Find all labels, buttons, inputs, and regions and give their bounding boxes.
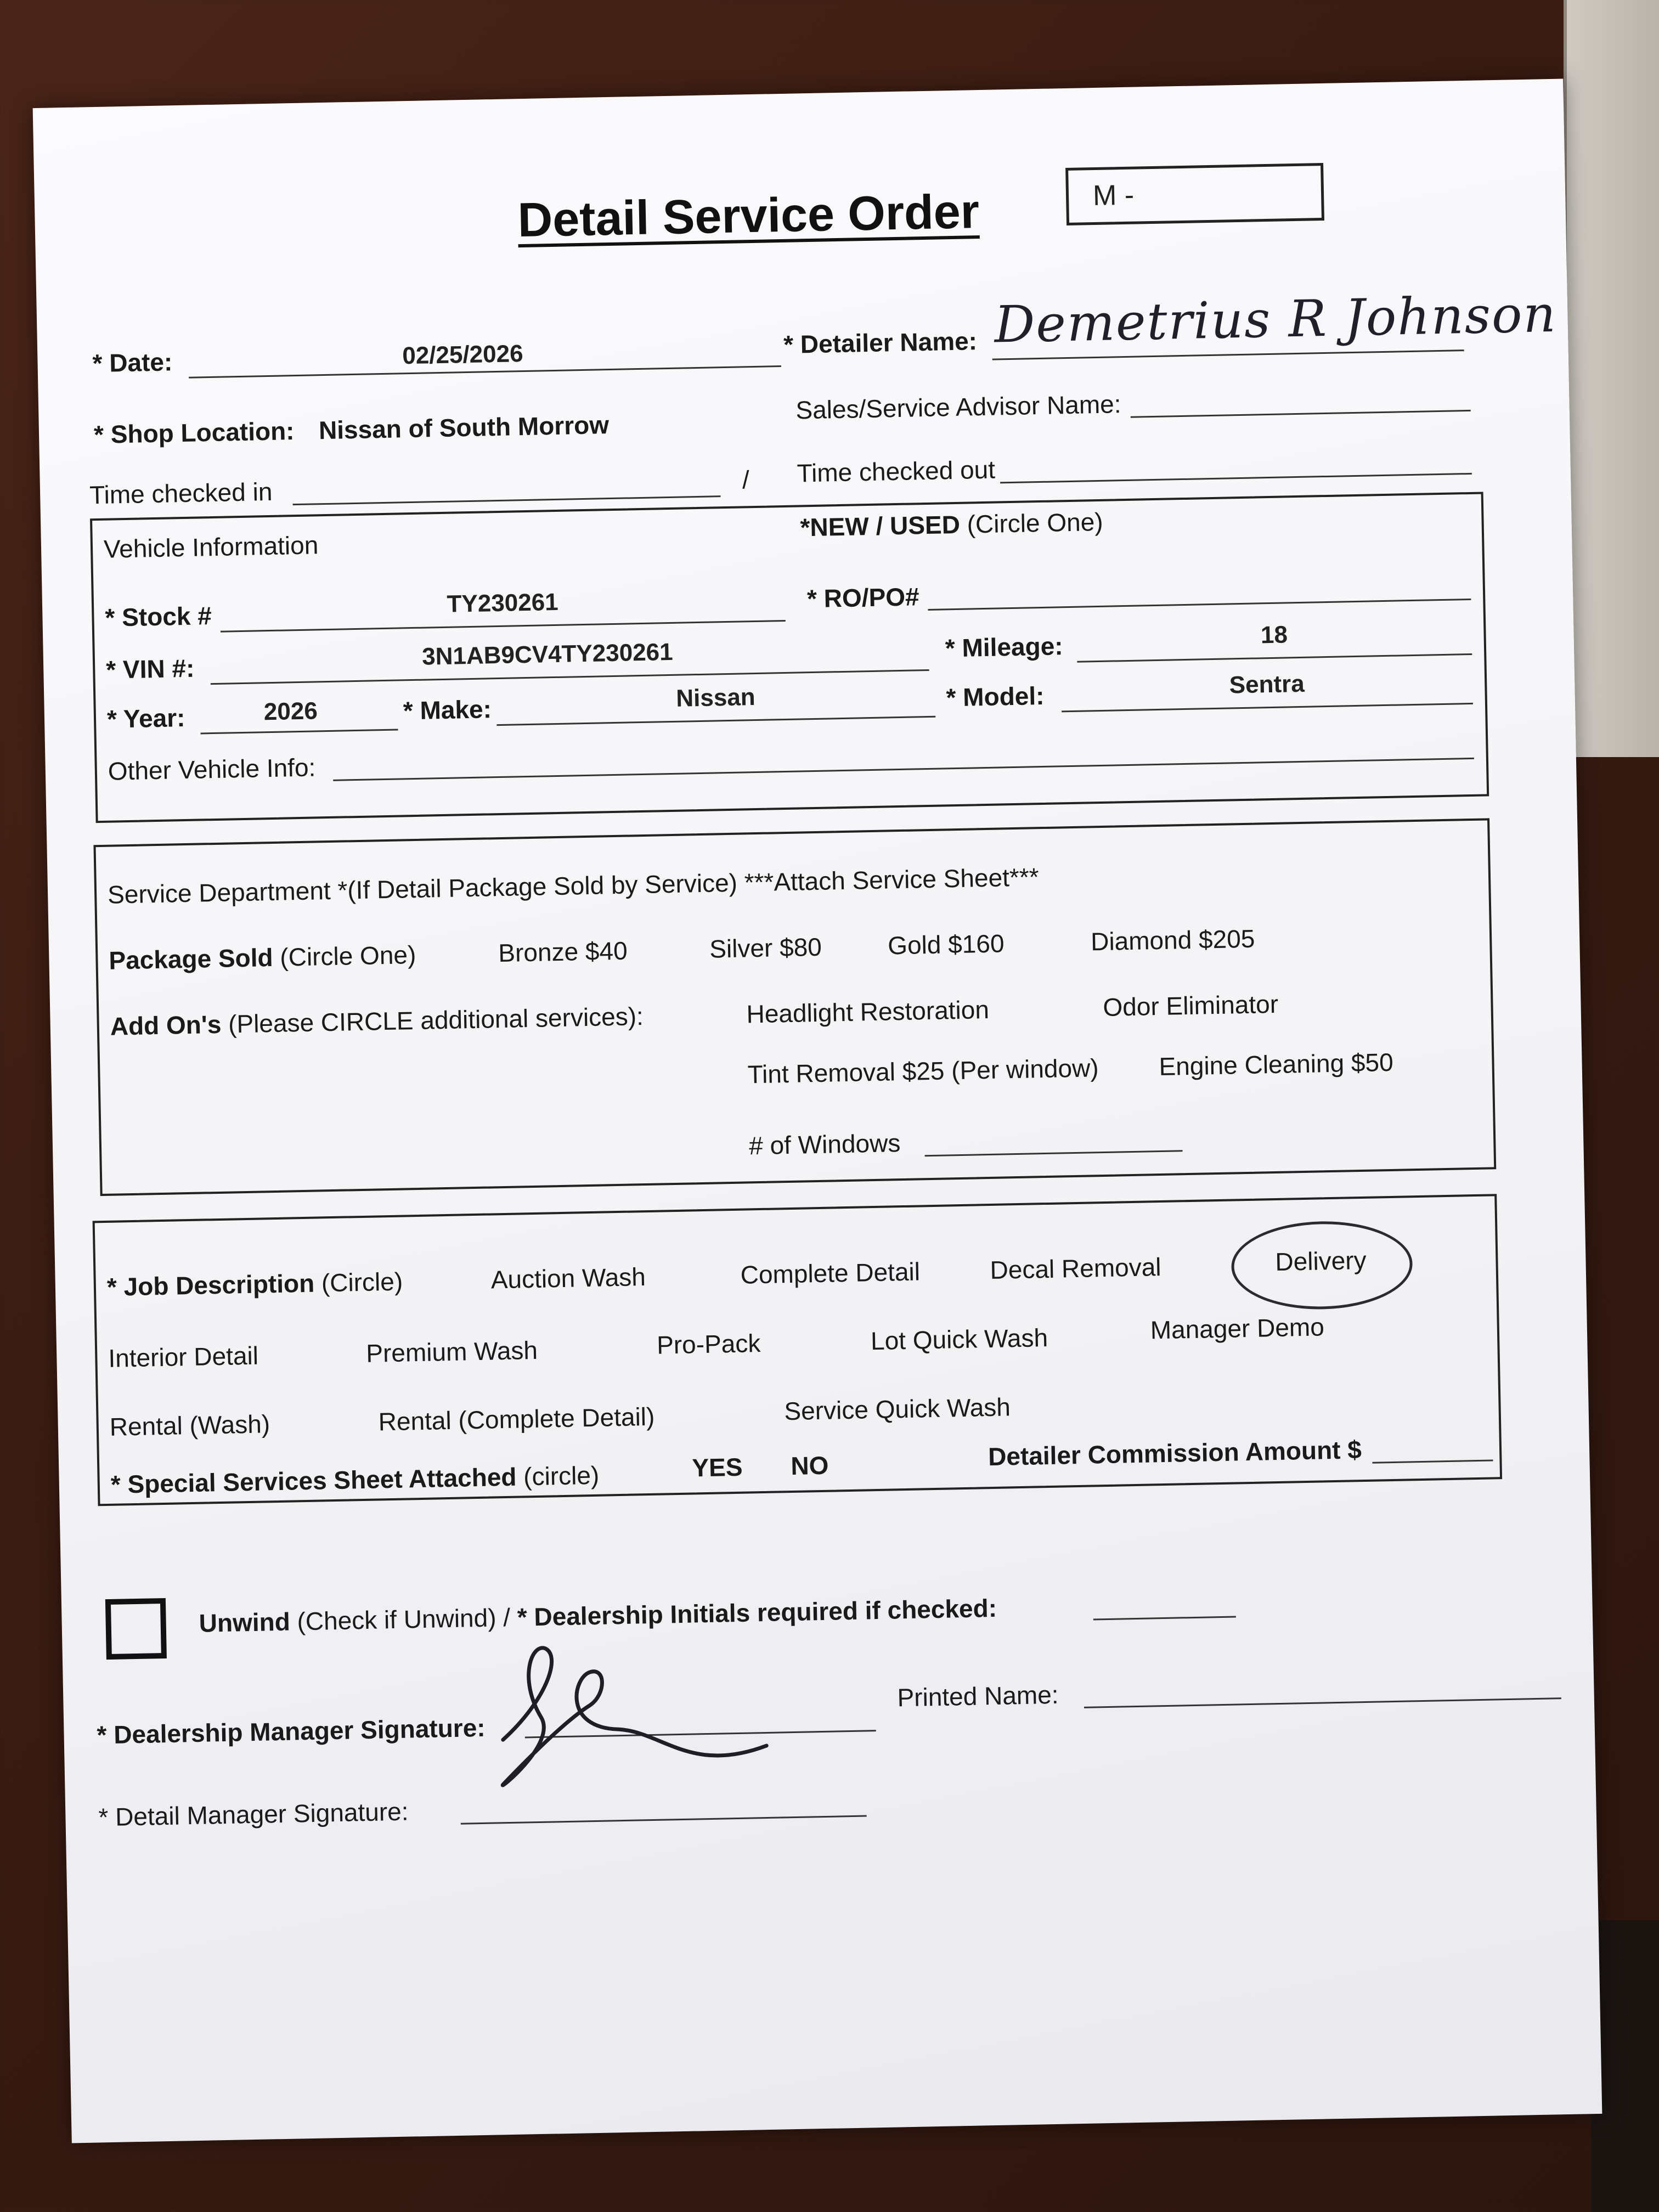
desk-edge — [1564, 0, 1659, 757]
new-used-label: *NEW / USED (Circle One) — [800, 507, 1104, 542]
service-header: Service Department *(If Detail Package Sold by Service) ***Attach Service Sheet*** — [107, 862, 1040, 909]
detail-manager-signature-line — [461, 1815, 867, 1825]
job-rental-complete[interactable]: Rental (Complete Detail) — [378, 1402, 655, 1436]
detail-manager-signature-label: * Detail Manager Signature: — [98, 1797, 409, 1832]
shop-location-value: Nissan of South Morrow — [318, 410, 610, 445]
job-service-quick-wash[interactable]: Service Quick Wash — [783, 1392, 1011, 1426]
mileage-value: 18 — [1260, 621, 1288, 649]
time-in-line — [293, 495, 721, 505]
job-interior-detail[interactable]: Interior Detail — [108, 1341, 259, 1373]
job-auction-wash[interactable]: Auction Wash — [490, 1262, 646, 1294]
job-complete-detail[interactable]: Complete Detail — [740, 1257, 921, 1289]
job-lot-quick-wash[interactable]: Lot Quick Wash — [870, 1323, 1048, 1356]
model-label: * Model: — [946, 681, 1045, 712]
model-line — [1062, 703, 1473, 712]
other-info-line — [333, 758, 1474, 781]
detailer-signature: Demetrius R Johnson — [994, 284, 1558, 354]
windows-label: # of Windows — [748, 1128, 901, 1160]
date-value: 02/25/2026 — [402, 340, 523, 370]
advisor-name-label: Sales/Service Advisor Name: — [795, 390, 1121, 425]
initials-line — [1093, 1616, 1236, 1621]
other-info-label: Other Vehicle Info: — [108, 753, 316, 786]
package-gold[interactable]: Gold $160 — [887, 929, 1005, 960]
job-description-label: * Job Description (Circle) — [106, 1267, 403, 1301]
dealership-signature-label: * Dealership Manager Signature: — [97, 1713, 486, 1750]
job-pro-pack[interactable]: Pro-Pack — [656, 1329, 761, 1359]
ropo-label: * RO/PO# — [806, 582, 920, 613]
mileage-label: * Mileage: — [945, 631, 1064, 663]
time-out-label: Time checked out — [797, 455, 996, 488]
package-bronze[interactable]: Bronze $40 — [498, 936, 628, 968]
date-label: * Date: — [92, 347, 173, 378]
addon-tint[interactable]: Tint Removal $25 (Per window) — [747, 1053, 1099, 1089]
vehicle-info-section — [90, 492, 1489, 823]
unwind-checkbox[interactable] — [105, 1598, 167, 1660]
addon-engine[interactable]: Engine Cleaning $50 — [1159, 1047, 1394, 1081]
vin-value: 3N1AB9CV4TY230261 — [421, 638, 674, 670]
model-value: Sentra — [1229, 670, 1305, 699]
job-rental-wash[interactable]: Rental (Wash) — [109, 1409, 270, 1441]
stock-value: TY230261 — [447, 588, 559, 618]
service-order-sheet — [33, 79, 1602, 2143]
make-value: Nissan — [675, 684, 756, 712]
service-department-section — [93, 818, 1496, 1196]
package-sold-label: Package Sold (Circle One) — [108, 940, 416, 975]
windows-line — [925, 1150, 1183, 1156]
commission-line — [1372, 1459, 1493, 1463]
job-decal-removal[interactable]: Decal Removal — [990, 1252, 1161, 1285]
advisor-name-line — [1131, 410, 1471, 418]
vin-label: * VIN #: — [105, 653, 195, 684]
job-description-section — [93, 1194, 1503, 1506]
addon-headlight[interactable]: Headlight Restoration — [746, 995, 990, 1029]
shop-location-label: * Shop Location: — [93, 416, 295, 449]
stock-line — [221, 620, 786, 633]
mileage-line — [1077, 653, 1472, 663]
year-value: 2026 — [263, 697, 318, 726]
stock-label: * Stock # — [104, 601, 212, 632]
package-diamond[interactable]: Diamond $205 — [1090, 924, 1255, 956]
package-silver[interactable]: Silver $80 — [709, 932, 822, 963]
special-services-label: * Special Services Sheet Attached (circle) — [110, 1460, 600, 1499]
printed-name-line — [1084, 1697, 1561, 1708]
unwind-label: Unwind (Check if Unwind) / * Dealership Initials required if checked: — [199, 1593, 997, 1638]
time-in-label: Time checked in — [89, 477, 273, 510]
job-delivery[interactable]: Delivery — [1274, 1245, 1367, 1277]
special-yes[interactable]: YES — [691, 1452, 743, 1482]
form-title: Detail Service Order — [517, 184, 980, 247]
year-label: * Year: — [106, 703, 185, 733]
addon-odor[interactable]: Odor Eliminator — [1102, 989, 1279, 1022]
time-out-line — [1000, 473, 1472, 484]
detailer-name-label: * Detailer Name: — [783, 326, 978, 359]
year-line — [201, 729, 398, 735]
dealership-signature-scribble — [479, 1630, 789, 1801]
make-label: * Make: — [403, 695, 492, 725]
addons-label: Add On's (Please CIRCLE additional services): — [110, 1002, 644, 1041]
job-premium-wash[interactable]: Premium Wash — [365, 1335, 538, 1368]
job-manager-demo[interactable]: Manager Demo — [1150, 1312, 1325, 1345]
order-number-box: M - — [1065, 163, 1324, 225]
make-line — [496, 716, 935, 726]
commission-label: Detailer Commission Amount $ — [988, 1435, 1362, 1471]
vehicle-info-label: Vehicle Information — [103, 531, 319, 563]
ropo-line — [928, 599, 1471, 611]
special-no[interactable]: NO — [790, 1451, 829, 1481]
printed-name-label: Printed Name: — [897, 1680, 1059, 1712]
time-slash: / — [742, 465, 750, 494]
